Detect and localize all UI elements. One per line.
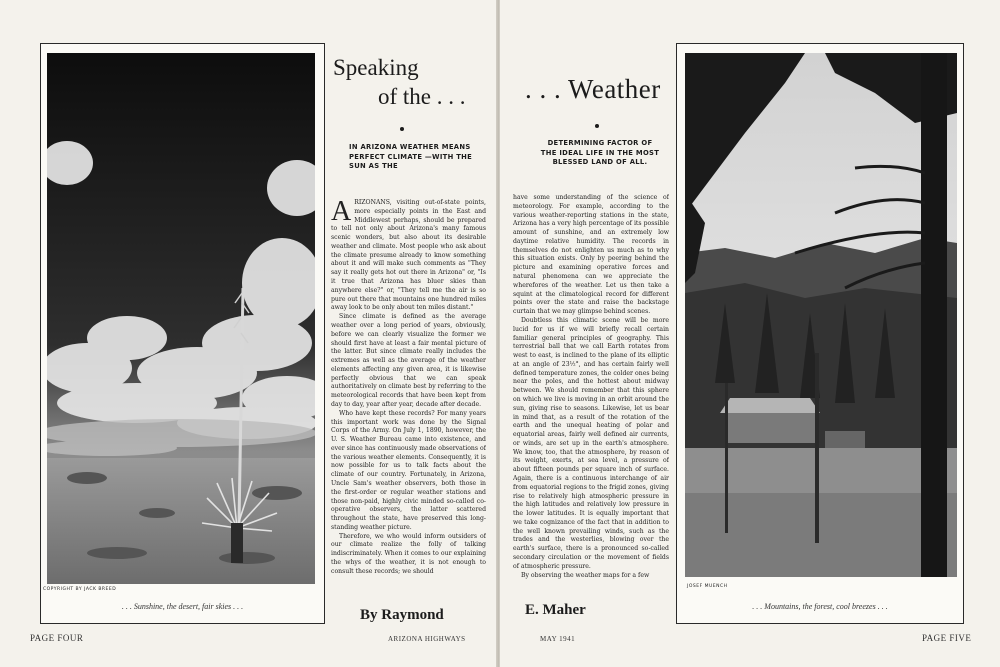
right-page: [499, 0, 1000, 667]
article-column-right: [513, 194, 669, 592]
ornament-dot-right: [595, 124, 599, 128]
photo-credit-right: JOSEF MUENCH: [687, 584, 728, 589]
drop-cap: A: [331, 199, 352, 227]
paragraph: By observing the weather maps for a few: [521, 571, 650, 579]
left-page: [0, 0, 497, 667]
byline-right: E. Maher: [525, 602, 586, 618]
headline-speaking: Speaking: [333, 55, 419, 80]
paragraph-text: RIZONANS, visiting out-of-state points, more especially points in the East and Middlewest perhaps, should be prepared to tell not only about Arizona's many famous scenic wonders, but also about its desirable weather and climate. Most people who ask about the climate presume already to know something about it and will make such comments as "They say it really gets hot out there in Arizona" or, "Is it true that Arizona has bluer skies than anywhere else?" or, "They tell me the air is so pure out there that mountains one hundred miles away look to be only about ten miles distant.": [331, 199, 486, 312]
subhead-right: DETERMINING FACTOR OF THE IDEAL LIFE IN THE MOST BLESSED LAND OF ALL.: [540, 139, 660, 166]
folio-page-five: PAGE FIVE: [922, 633, 972, 643]
headline-of-the: of the . . .: [378, 84, 466, 109]
paragraph: Since climate is defined as the average weather over a long period of years, obviously, before we can clearly visualize the former we should first have at least a fair mental picture of the latter. But since climate really includes the extremes as well as the average of the weather elements affecting any given area, it is likewise perfectly obvious that we can speak authoritatively on climate best by referring to the meteorological records that have been kept from day to day, year after year, decade after decade.: [331, 313, 486, 408]
forest-photo: [685, 53, 957, 577]
folio-page-four: PAGE FOUR: [30, 633, 84, 643]
caption-left: . . . Sunshine, the desert, fair skies . . .: [121, 602, 244, 611]
byline-left: By Raymond: [360, 607, 444, 623]
paragraph: Doubtless this climatic scene will be more lucid for us if we will briefly recall certain familiar general principles of geography. This terrestrial ball that we call Earth rotates from west to east, is inclined to the plane of its elliptic at an angle of 23½°, and has certain fairly well defined temperature zones, the colder ones being near the poles, and the hottest about midway between. We should remember that this sphere on which we live is moving in an orbit around the sun, giving rise to seasons. Likewise, let us bear in mind that, as a result of the rotation of the earth and the unequal heating of polar and equatorial areas, fairly well defined air currents, or winds, are set up in the earth's atmosphere. We know, too, that the atmosphere, by reason of its weight, exerts, at sea level, a pressure of about fifteen pounds per square inch of surface. Again, there is a continuous interchange of air from equatorial regions to the frigid zones, giving rise to relatively high atmospheric pressure in the high latitudes and relatively low pressure in the lower latitudes. It is equally important that we take cognizance of the fact that in addition to the well known prevailing winds, such as the trades and the westerlies, blowing over the earth's surface, there is a pronounced so-called secondary circulation or the movement of fields of atmospheric pressure.: [513, 316, 669, 570]
subhead-left: IN ARIZONA WEATHER MEANS PERFECT CLIMATE —WITH THE SUN AS THE: [349, 143, 473, 170]
folio-magazine: ARIZONA HIGHWAYS: [388, 635, 466, 643]
paragraph: [331, 199, 486, 313]
forest-photo-frame: [676, 43, 964, 624]
photo-credit-left: COPYRIGHT BY JACK BREED: [43, 587, 117, 592]
desert-photo-frame: [40, 43, 325, 624]
paragraph: have some understanding of the science of meteorology. For example, according to the various weather-reporting stations in the state, Arizona has a very high percentage of its possible amount of sunshine, and an extremely low daytime relative humidity. The records in themselves do not enlighten us much as to why this situation exists. Only by peering behind the picture and examining operative forces and natural phenomena can we appreciate the wherefores of the weather. Let us then take a squint at the climatological record for different points over the state and raise the backstage curtain that we may glimpse behind scenes.: [513, 194, 669, 316]
desert-photo: [47, 53, 315, 584]
folio-date: MAY 1941: [540, 635, 576, 643]
paragraph: Therefore, we who would inform outsiders of our climate realize the folly of talking indiscriminately. When it comes to our explaining the whys of the weather, it is not enough to consult these records; we should: [331, 532, 486, 575]
ornament-dot-left: [400, 127, 404, 131]
article-column-left: [331, 199, 486, 589]
caption-right: . . . Mountains, the forest, cool breezes . . .: [752, 602, 888, 611]
paragraph: Who have kept these records? For many years this important work was done by the Signal Corps of the Army. On July 1, 1890, however, the U. S. Weather Bureau came into existence, and ever since has continuously made observations of the various weather elements. Consequently, it is now possible for us to talk facts about the climate of our country. Fortunately, in Arizona, Uncle Sam's weather observers, both those in the first-order or regular weather stations and those non-paid, highly civic minded so-called co-operative observers, the latter scattered throughout the state, have preserved this long-standing weather picture.: [331, 409, 486, 531]
headline-weather: . . . Weather: [525, 74, 661, 104]
